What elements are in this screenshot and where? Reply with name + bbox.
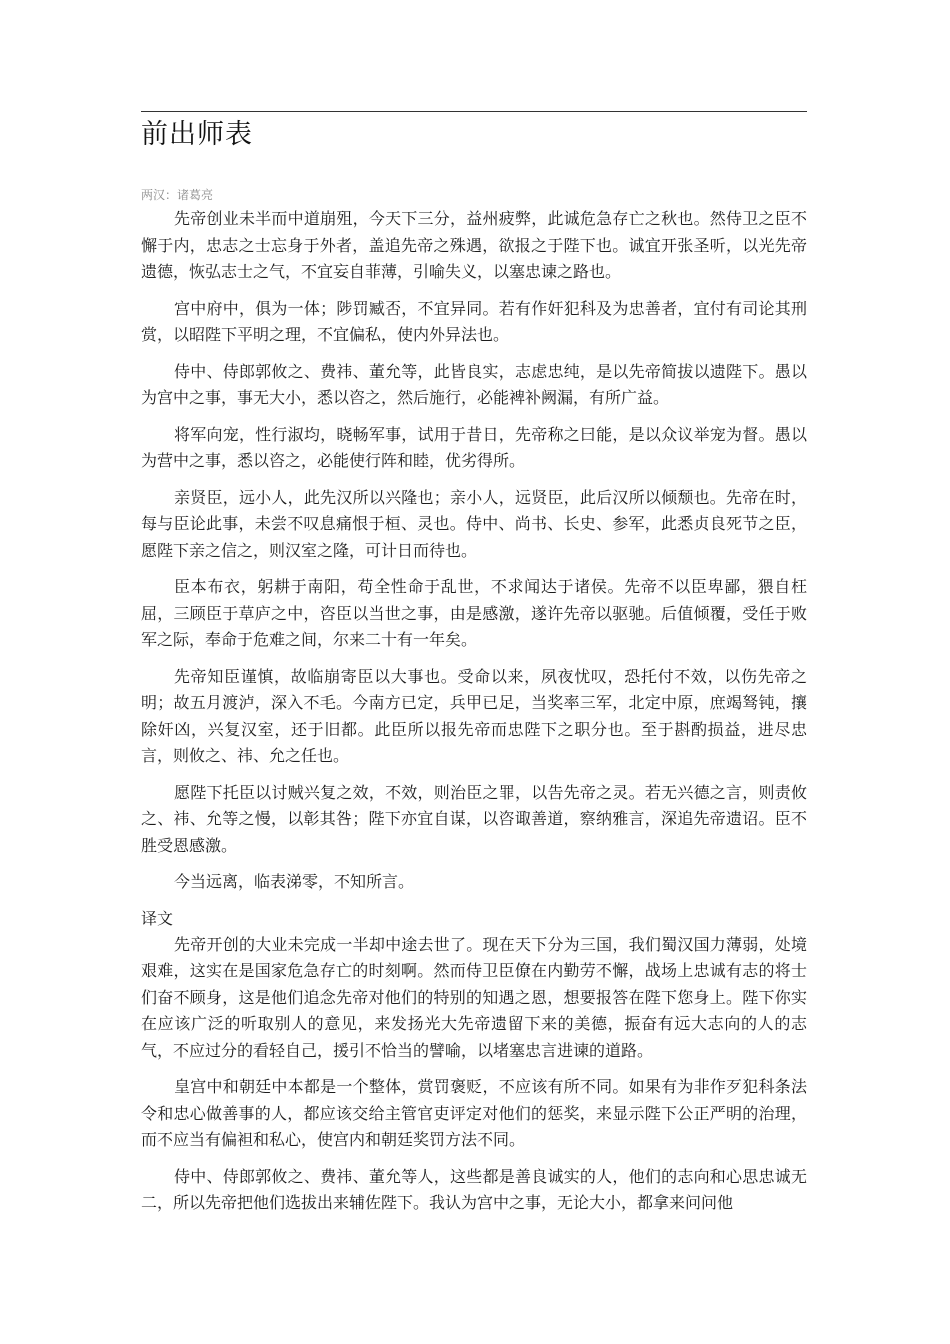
document-title: 前出师表 bbox=[141, 119, 253, 150]
translation-text bbox=[141, 932, 807, 1217]
paragraph: 侍中、侍郎郭攸之、费祎、董允等，此皆良实，志虑忠纯，是以先帝简拔以遗陛下。愚以为宫中之事，事无大小，悉以咨之，然后施行，必能裨补阙漏，有所广益。 bbox=[141, 361, 807, 407]
translation-paragraph: 侍中、侍郎郭攸之、费祎、董允等人，这些都是善良诚实的人，他们的志向和心思忠诚无二，所以先帝把他们选拔出来辅佐陛下。我认为宫中之事，无论大小，都拿来问问他 bbox=[141, 1166, 807, 1212]
translation-paragraph: 皇宫中和朝廷中本都是一个整体，赏罚褒贬，不应该有所不同。如果有为非作歹犯科条法令和忠心做善事的人，都应该交给主管官吏评定对他们的惩奖，来显示陛下公正严明的治理，而不应当有偏袒和私心，使宫内和朝廷奖罚方法不同。 bbox=[141, 1077, 807, 1149]
translation-heading: 译文 bbox=[141, 908, 174, 928]
paragraph: 今当远离，临表涕零，不知所言。 bbox=[174, 872, 415, 891]
paragraph: 宫中府中，俱为一体；陟罚臧否，不宜异同。若有作奸犯科及为忠善者，宜付有司论其刑赏，以昭陛下平明之理，不宜偏私，使内外异法也。 bbox=[141, 298, 807, 344]
paragraph: 先帝知臣谨慎，故临崩寄臣以大事也。受命以来，夙夜忧叹，恐托付不效，以伤先帝之明；故五月渡泸，深入不毛。今南方已定，兵甲已足，当奖率三军，北定中原，庶竭驽钝，攘除奸凶，兴复汉室，还于旧都。此臣所以报先帝而忠陛下之职分也。至于斟酌损益，进尽忠言，则攸之、祎、允之任也。 bbox=[141, 666, 807, 765]
translation-paragraph: 先帝开创的大业未完成一半却中途去世了。现在天下分为三国，我们蜀汉国力薄弱，处境艰难，这实在是国家危急存亡的时刻啊。然而侍卫臣僚在内勤劳不懈，战场上忠诚有志的将士们奋不顾身，这是他们追念先帝对他们的特别的知遇之恩，想要报答在陛下您身上。陛下你实在应该广泛的听取别人的意见，来发扬光大先帝遗留下来的美德，振奋有远大志向的人的志气，不应过分的看轻自己，援引不恰当的譬喻，以堵塞忠言进谏的道路。 bbox=[141, 934, 807, 1060]
paragraph: 将军向宠，性行淑均，晓畅军事，试用于昔日，先帝称之曰能，是以众议举宠为督。愚以为营中之事，悉以咨之，必能使行阵和睦，优劣得所。 bbox=[141, 424, 807, 470]
author-line: 两汉：诸葛亮 bbox=[141, 188, 214, 202]
title-divider bbox=[141, 111, 807, 112]
paragraph: 愿陛下托臣以讨贼兴复之效，不效，则治臣之罪，以告先帝之灵。若无兴德之言，则责攸之、祎、允等之慢，以彰其咎；陛下亦宜自谋，以咨诹善道，察纳雅言，深追先帝遗诏。臣不胜受恩感激。 bbox=[141, 782, 807, 855]
paragraph: 先帝创业未半而中道崩殂，今天下三分，益州疲弊，此诚危急存亡之秋也。然侍卫之臣不懈于内，忠志之士忘身于外者，盖追先帝之殊遇，欲报之于陛下也。诚宜开张圣听，以光先帝遗德，恢弘志士之气，不宜妄自菲薄，引喻失义，以塞忠谏之路也。 bbox=[141, 209, 807, 281]
document-page bbox=[141, 111, 807, 1227]
paragraph: 亲贤臣，远小人，此先汉所以兴隆也；亲小人，远贤臣，此后汉所以倾颓也。先帝在时，每与臣论此事，未尝不叹息痛恨于桓、灵也。侍中、尚书、长史、参军，此悉贞良死节之臣，愿陛下亲之信之，则汉室之隆，可计日而待也。 bbox=[141, 487, 807, 560]
paragraph: 臣本布衣，躬耕于南阳，苟全性命于乱世，不求闻达于诸侯。先帝不以臣卑鄙，猥自枉屈，三顾臣于草庐之中，咨臣以当世之事，由是感激，遂许先帝以驱驰。后值倾覆，受任于败军之际，奉命于危难之间，尔来二十有一年矣。 bbox=[141, 577, 807, 649]
original-text bbox=[141, 206, 807, 896]
